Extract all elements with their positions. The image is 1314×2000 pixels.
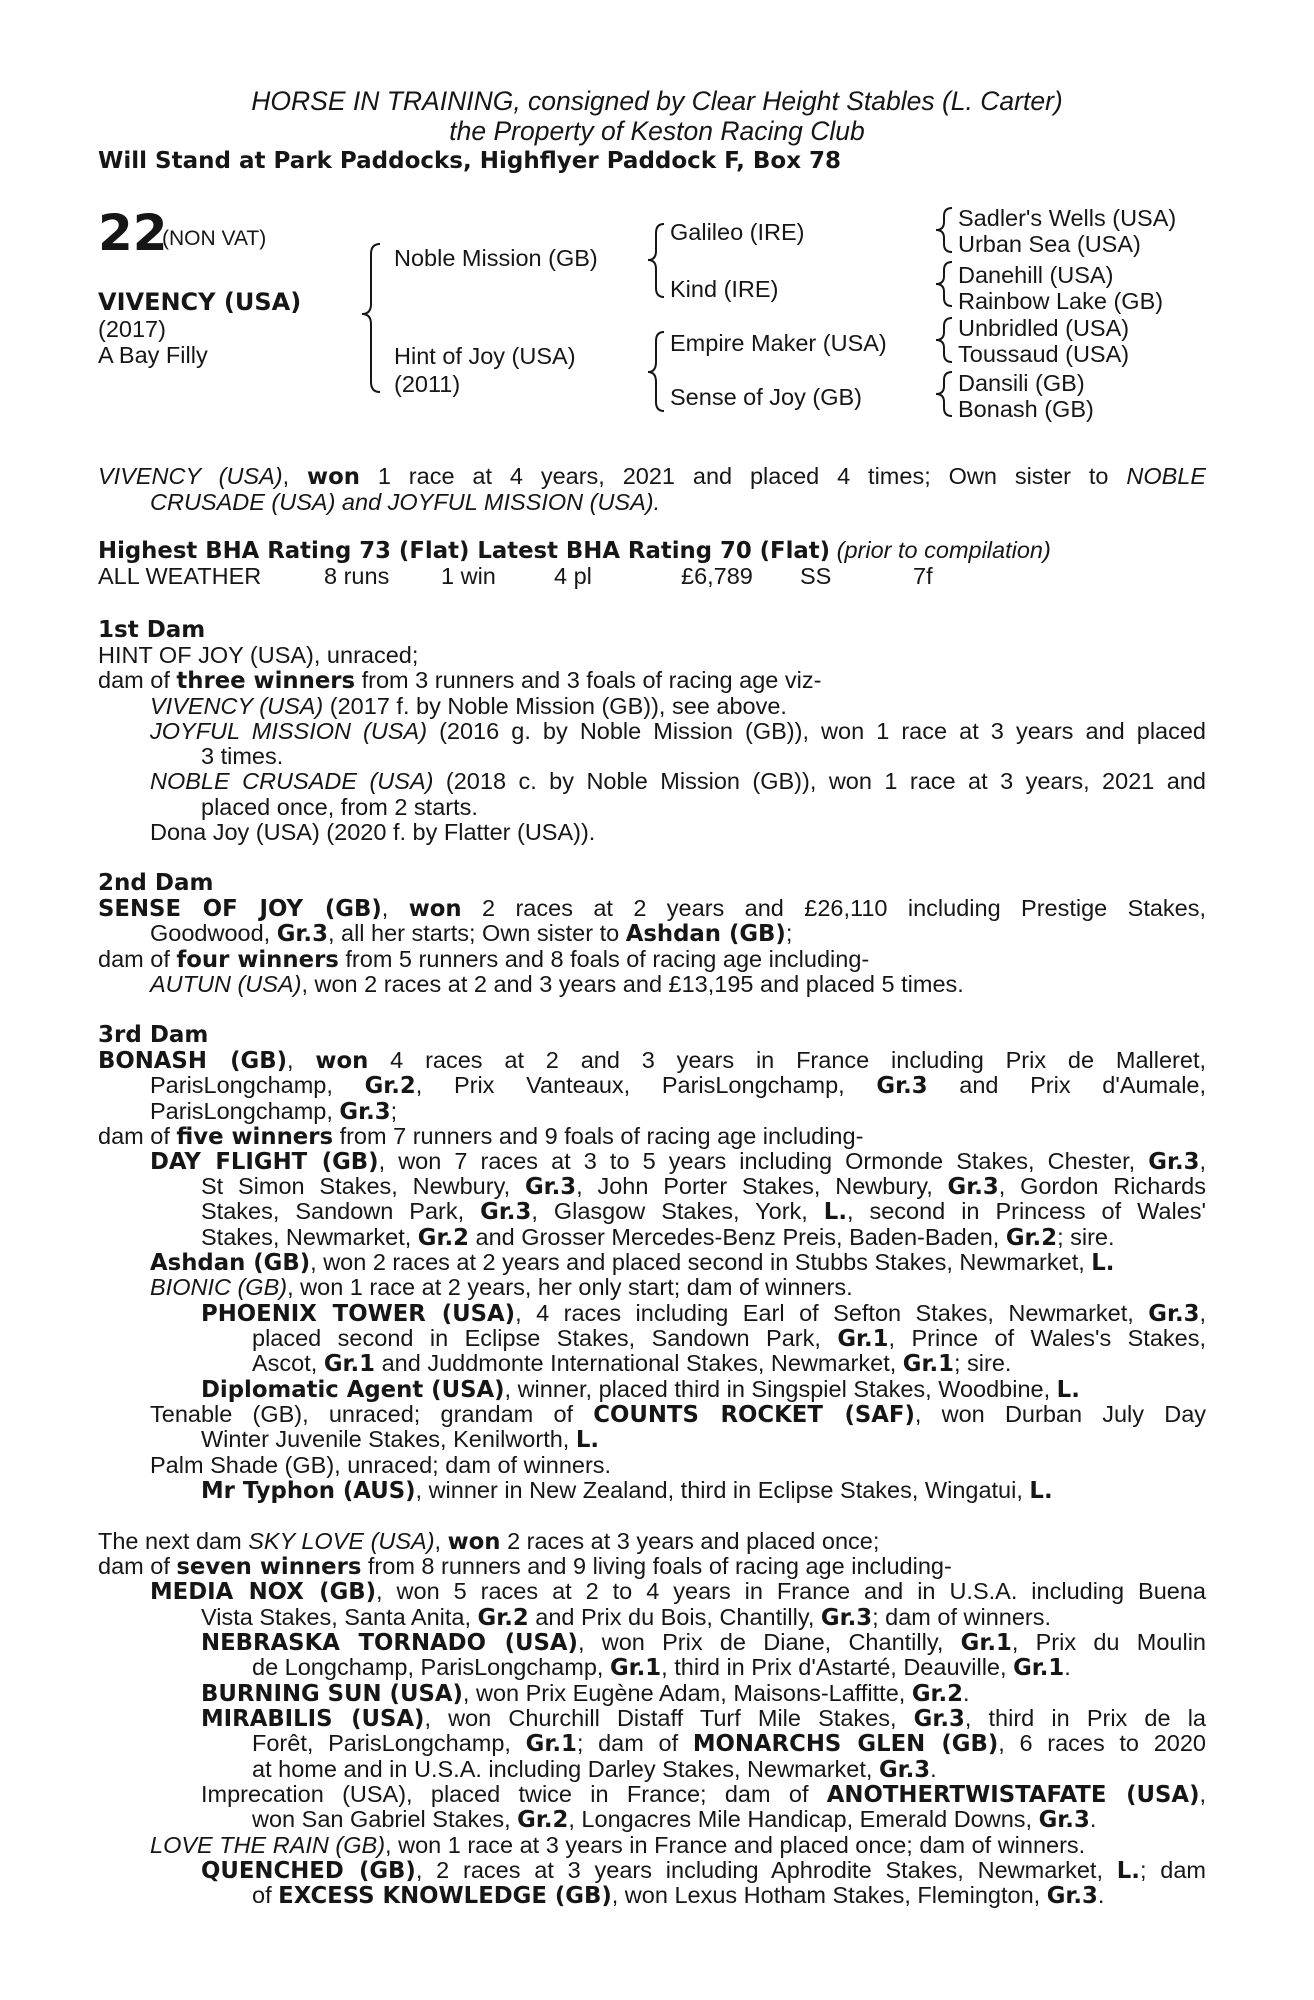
pedigree-dam-year: (2011) <box>394 371 461 397</box>
first-dam-line-7: placed once, from 2 starts. <box>201 794 478 820</box>
pedigree-g1: Sadler's Wells (USA) <box>958 205 1177 231</box>
first-dam-line-6: NOBLE CRUSADE (USA) (2018 c. by Noble Mission (GB)), won 1 race at 3 years, 2021 and <box>150 768 1206 794</box>
pedigree-g2: Urban Sea (USA) <box>958 231 1141 257</box>
first-dam-line-1: HINT OF JOY (USA), unraced; <box>98 642 419 668</box>
first-dam-line-4: JOYFUL MISSION (USA) (2016 g. by Noble Mission (GB)), won 1 race at 3 years and placed <box>150 718 1207 744</box>
third-dam-line-12: placed second in Eclipse Stakes, Sandown Park, Gr.1, Prince of Wales's Stakes, <box>252 1325 1206 1352</box>
foaling-year: (2017) <box>98 316 166 342</box>
third-dam-line-17: Palm Shade (GB), unraced; dam of winners. <box>150 1452 612 1478</box>
first-dam-line-8: Dona Joy (USA) (2020 f. by Flatter (USA)). <box>150 819 596 845</box>
next-dam-line-15: of EXCESS KNOWLEDGE (GB), won Lexus Hotham Stakes, Flemington, Gr.3. <box>252 1882 1105 1909</box>
record-placed: 4 pl <box>554 563 592 589</box>
horse-description: A Bay Filly <box>98 342 208 368</box>
next-dam-line-11: Imprecation (USA), placed twice in France; dam of ANOTHERTWISTAFATE (USA), <box>201 1781 1207 1808</box>
property-line: the Property of Keston Racing Club <box>449 116 865 146</box>
third-dam-line-16: Winter Juvenile Stakes, Kenilworth, L. <box>201 1426 600 1453</box>
record-surface: ALL WEATHER <box>98 563 262 589</box>
first-dam-line-3: VIVENCY (USA) (2017 f. by Noble Mission (GB)), see above. <box>150 693 787 719</box>
next-dam-line-1: The next dam SKY LOVE (USA), won 2 races at 3 years and placed once; <box>98 1528 880 1555</box>
pedigree-g8: Bonash (GB) <box>958 396 1094 422</box>
next-dam-line-14: QUENCHED (GB), 2 races at 3 years including Aphrodite Stakes, Newmarket, L.; dam <box>201 1857 1206 1884</box>
record-prize: £6,789 <box>681 563 753 589</box>
pedigree-g3: Danehill (USA) <box>958 262 1114 288</box>
pedigree-dam-dam: Sense of Joy (GB) <box>670 384 862 410</box>
next-dam-line-9: Forêt, ParisLongchamp, Gr.1; dam of MONARCHS GLEN (GB), 6 races to 2020 <box>252 1730 1206 1757</box>
third-dam-line-13: Ascot, Gr.1 and Juddmonte International Stakes, Newmarket, Gr.1; sire. <box>252 1350 1012 1377</box>
record-wins: 1 win <box>441 563 496 589</box>
bracket-5 <box>936 262 952 306</box>
pedigree-g7: Dansili (GB) <box>958 370 1085 396</box>
next-dam-line-3: MEDIA NOX (GB), won 5 races at 2 to 4 years in France and in U.S.A. including Buena <box>150 1578 1206 1605</box>
next-dam-line-13: LOVE THE RAIN (GB), won 1 race at 3 years in France and placed once; dam of winners. <box>150 1832 1086 1858</box>
bracket-4 <box>936 208 952 252</box>
third-dam-line-15: Tenable (GB), unraced; grandam of COUNTS ROCKET (SAF), won Durban July Day <box>150 1401 1207 1428</box>
third-dam-line-8: Stakes, Newmarket, Gr.2 and Grosser Mercedes-Benz Preis, Baden-Baden, Gr.2; sire. <box>201 1224 1115 1251</box>
bracket-7 <box>936 372 952 416</box>
record-runs: 8 runs <box>324 563 390 589</box>
third-dam-line-14: Diplomatic Agent (USA), winner, placed third in Singspiel Stakes, Woodbine, L. <box>201 1376 1080 1403</box>
third-dam-line-18: Mr Typhon (AUS), winner in New Zealand, third in Eclipse Stakes, Wingatui, L. <box>201 1477 1053 1504</box>
bracket-2 <box>648 224 664 297</box>
third-dam-line-9: Ashdan (GB), won 2 races at 2 years and placed second in Stubbs Stakes, Newmarket, L. <box>150 1249 1115 1276</box>
second-dam-line-3: dam of four winners from 5 runners and 8 foals of racing age including- <box>98 946 870 973</box>
summary-line-2: CRUSADE (USA) and JOYFUL MISSION (USA). <box>150 489 661 515</box>
first-dam-line-2: dam of three winners from 3 runners and 3 foals of racing age viz- <box>98 667 822 694</box>
bracket-6 <box>936 318 952 362</box>
horse-name: VIVENCY (USA) <box>98 288 302 316</box>
next-dam-line-12: won San Gabriel Stakes, Gr.2, Longacres Mile Handicap, Emerald Downs, Gr.3. <box>252 1806 1097 1833</box>
third-dam-line-6: St Simon Stakes, Newbury, Gr.3, John Porter Stakes, Newbury, Gr.3, Gordon Richards <box>201 1173 1207 1200</box>
third-dam-line-11: PHOENIX TOWER (USA), 4 races including Earl of Sefton Stakes, Newmarket, Gr.3, <box>201 1300 1206 1327</box>
third-dam-line-1: BONASH (GB), won 4 races at 2 and 3 years in France including Prix de Malleret, <box>98 1047 1207 1074</box>
next-dam-line-8: MIRABILIS (USA), won Churchill Distaff Turf Mile Stakes, Gr.3, third in Prix de la <box>201 1705 1206 1732</box>
pedigree-g5: Unbridled (USA) <box>958 315 1130 341</box>
next-dam-line-10: at home and in U.S.A. including Darley Stakes, Newmarket, Gr.3. <box>252 1756 937 1783</box>
first-dam-line-5: 3 times. <box>201 743 284 769</box>
pedigree-sire: Noble Mission (GB) <box>394 245 598 271</box>
summary-line-1: VIVENCY (USA), won 1 race at 4 years, 2021 and placed 4 times; Own sister to NOBLE <box>98 463 1207 490</box>
third-dam-line-3: ParisLongchamp, Gr.3; <box>150 1098 398 1125</box>
next-dam-line-2: dam of seven winners from 8 runners and 9 living foals of racing age including- <box>98 1553 952 1580</box>
stand-location: Will Stand at Park Paddocks, Highflyer Paddock F, Box 78 <box>98 148 842 174</box>
next-dam-line-7: BURNING SUN (USA), won Prix Eugène Adam, Maisons-Laffitte, Gr.2. <box>201 1680 970 1707</box>
pedigree-sire-sire: Galileo (IRE) <box>670 219 805 245</box>
second-dam-line-2: Goodwood, Gr.3, all her starts; Own sister to Ashdan (GB); <box>150 920 793 947</box>
next-dam-line-6: de Longchamp, ParisLongchamp, Gr.1, third in Prix d'Astarté, Deauville, Gr.1. <box>252 1654 1071 1681</box>
record-distance: 7f <box>913 563 933 589</box>
pedigree-g6: Toussaud (USA) <box>958 341 1130 367</box>
first-dam-heading: 1st Dam <box>98 617 206 643</box>
record-going: SS <box>800 563 832 589</box>
consignor-line: HORSE IN TRAINING, consigned by Clear Height Stables (L. Carter) <box>251 86 1063 116</box>
bracket-1 <box>362 244 380 392</box>
second-dam-heading: 2nd Dam <box>98 870 214 896</box>
rating-line: Highest BHA Rating 73 (Flat) Latest BHA Rating 70 (Flat) (prior to compilation) <box>98 537 1051 564</box>
third-dam-line-5: DAY FLIGHT (GB), won 7 races at 3 to 5 years including Ormonde Stakes, Chester, Gr.3, <box>150 1148 1207 1175</box>
pedigree-dam-sire: Empire Maker (USA) <box>670 330 887 356</box>
lot-number: 22 <box>98 204 168 262</box>
vat-status: (NON VAT) <box>162 227 267 250</box>
next-dam-line-4: Vista Stakes, Santa Anita, Gr.2 and Prix du Bois, Chantilly, Gr.3; dam of winners. <box>201 1604 1052 1631</box>
second-dam-line-4: AUTUN (USA), won 2 races at 2 and 3 years and £13,195 and placed 5 times. <box>150 971 964 997</box>
third-dam-line-2: ParisLongchamp, Gr.2, Prix Vanteaux, ParisLongchamp, Gr.3 and Prix d'Aumale, <box>150 1072 1207 1099</box>
pedigree-g4: Rainbow Lake (GB) <box>958 288 1164 314</box>
second-dam-line-1: SENSE OF JOY (GB), won 2 races at 2 years and £26,110 including Prestige Stakes, <box>98 895 1207 922</box>
third-dam-line-4: dam of five winners from 7 runners and 9 foals of racing age including- <box>98 1123 864 1150</box>
next-dam-line-5: NEBRASKA TORNADO (USA), won Prix de Diane, Chantilly, Gr.1, Prix du Moulin <box>201 1629 1206 1656</box>
pedigree-dam: Hint of Joy (USA) <box>394 343 576 369</box>
pedigree-sire-dam: Kind (IRE) <box>670 276 779 302</box>
bracket-3 <box>648 332 664 411</box>
third-dam-line-10: BIONIC (GB), won 1 race at 2 years, her only start; dam of winners. <box>150 1274 853 1300</box>
third-dam-line-7: Stakes, Sandown Park, Gr.3, Glasgow Stakes, York, L., second in Princess of Wales' <box>201 1198 1207 1225</box>
third-dam-heading: 3rd Dam <box>98 1022 209 1048</box>
